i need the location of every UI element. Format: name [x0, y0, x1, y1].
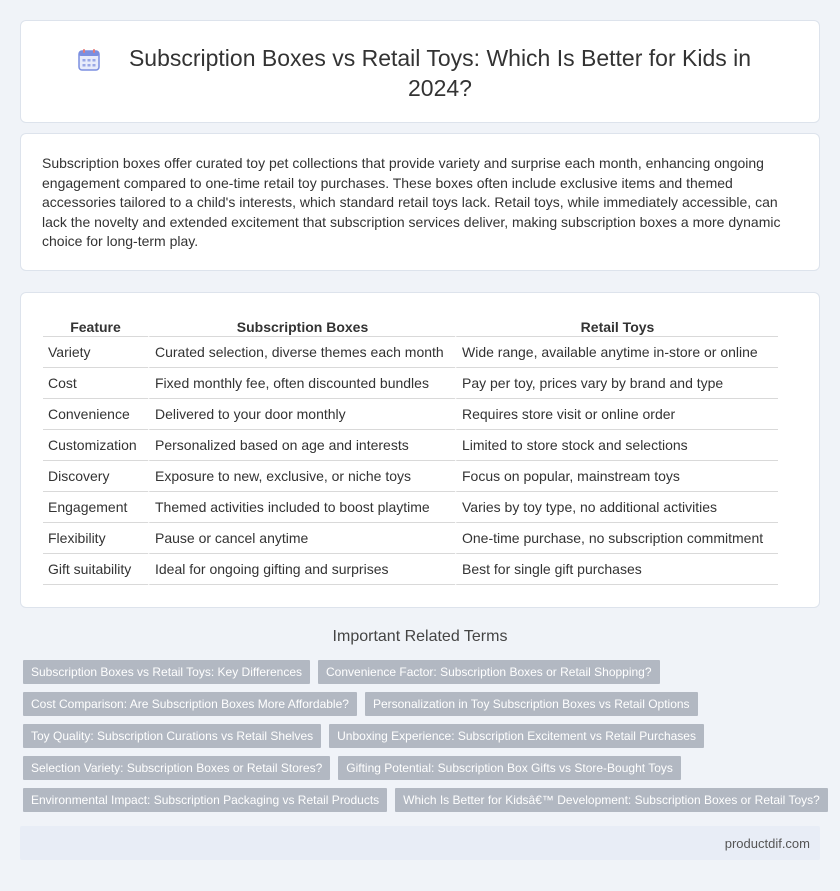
table-cell-retail: Pay per toy, prices vary by brand and type	[455, 368, 778, 399]
table-cell-subscription: Exposure to new, exclusive, or niche toys	[148, 461, 455, 492]
table-cell-subscription: Curated selection, diverse themes each month	[148, 337, 455, 368]
page-title: Subscription Boxes vs Retail Toys: Which Is Better for Kids in 2024?	[128, 45, 752, 101]
related-term-link[interactable]: Which Is Better for Kidsâ€™ Development: Subscription Boxes or Retail Toys?	[395, 788, 828, 812]
table-cell-feature: Customization	[43, 430, 148, 461]
comparison-table-card	[20, 292, 820, 608]
table-row	[43, 492, 778, 523]
table-cell-feature: Cost	[43, 368, 148, 399]
related-term-link[interactable]: Cost Comparison: Are Subscription Boxes More Affordable?	[23, 692, 357, 716]
table-row	[43, 399, 778, 430]
footer	[20, 826, 820, 860]
tag-row	[23, 692, 823, 716]
table-cell-retail: Limited to store stock and selections	[455, 430, 778, 461]
related-terms-title: Important Related Terms	[332, 628, 508, 645]
tag-row	[23, 724, 823, 748]
footer-site-link[interactable]: productdif.com	[724, 836, 810, 851]
table-cell-subscription: Delivered to your door monthly	[148, 399, 455, 430]
table-cell-retail: Focus on popular, mainstream toys	[455, 461, 778, 492]
table-cell-retail: Wide range, available anytime in-store or online	[455, 337, 778, 368]
table-cell-feature: Variety	[43, 337, 148, 368]
table-row	[43, 368, 778, 399]
comparison-table	[43, 315, 778, 585]
tag-row	[23, 756, 823, 780]
related-terms-list	[23, 660, 823, 820]
table-cell-subscription: Themed activities included to boost playtime	[148, 492, 455, 523]
related-term-link[interactable]: Gifting Potential: Subscription Box Gifts vs Store-Bought Toys	[338, 756, 681, 780]
related-term-link[interactable]: Selection Variety: Subscription Boxes or Retail Stores?	[23, 756, 330, 780]
table-cell-subscription: Fixed monthly fee, often discounted bundles	[148, 368, 455, 399]
table-cell-subscription: Personalized based on age and interests	[148, 430, 455, 461]
table-cell-feature: Gift suitability	[43, 554, 148, 585]
table-row	[43, 461, 778, 492]
tag-row	[23, 788, 823, 812]
table-cell-subscription: Pause or cancel anytime	[148, 523, 455, 554]
related-term-link[interactable]: Convenience Factor: Subscription Boxes or Retail Shopping?	[318, 660, 660, 684]
related-term-link[interactable]: Environmental Impact: Subscription Packaging vs Retail Products	[23, 788, 387, 812]
column-header-retail: Retail Toys	[455, 315, 778, 337]
table-cell-feature: Discovery	[43, 461, 148, 492]
table-row	[43, 523, 778, 554]
header-card	[20, 20, 820, 123]
table-cell-feature: Flexibility	[43, 523, 148, 554]
column-header-feature: Feature	[43, 315, 148, 337]
related-term-link[interactable]: Subscription Boxes vs Retail Toys: Key Differences	[23, 660, 310, 684]
table-header-row	[43, 315, 778, 337]
table-cell-retail: Requires store visit or online order	[455, 399, 778, 430]
related-term-link[interactable]: Personalization in Toy Subscription Boxes vs Retail Options	[365, 692, 698, 716]
intro-card	[20, 133, 820, 271]
table-cell-retail: Varies by toy type, no additional activities	[455, 492, 778, 523]
tag-row	[23, 660, 823, 684]
table-row	[43, 337, 778, 368]
table-cell-retail: Best for single gift purchases	[455, 554, 778, 585]
table-cell-feature: Convenience	[43, 399, 148, 430]
related-term-link[interactable]: Toy Quality: Subscription Curations vs Retail Shelves	[23, 724, 321, 748]
column-header-subscription: Subscription Boxes	[148, 315, 455, 337]
table-cell-subscription: Ideal for ongoing gifting and surprises	[148, 554, 455, 585]
related-term-link[interactable]: Unboxing Experience: Subscription Excitement vs Retail Purchases	[329, 724, 704, 748]
intro-paragraph: Subscription boxes offer curated toy pet collections that provide variety and surprise each month, enhancing ongoing engagement compared to one-time retail toy purchases. These boxes often include exclusive items and themed accessories tailored to a child's interests, which standard retail toys lack. Retail toys, while immediately accessible, can lack the novelty and extended excitement that subscription services deliver, making subscription boxes a more dynamic choice for long-term play.	[42, 155, 781, 249]
table-row	[43, 554, 778, 585]
table-row	[43, 430, 778, 461]
table-cell-retail: One-time purchase, no subscription commitment	[455, 523, 778, 554]
table-cell-feature: Engagement	[43, 492, 148, 523]
